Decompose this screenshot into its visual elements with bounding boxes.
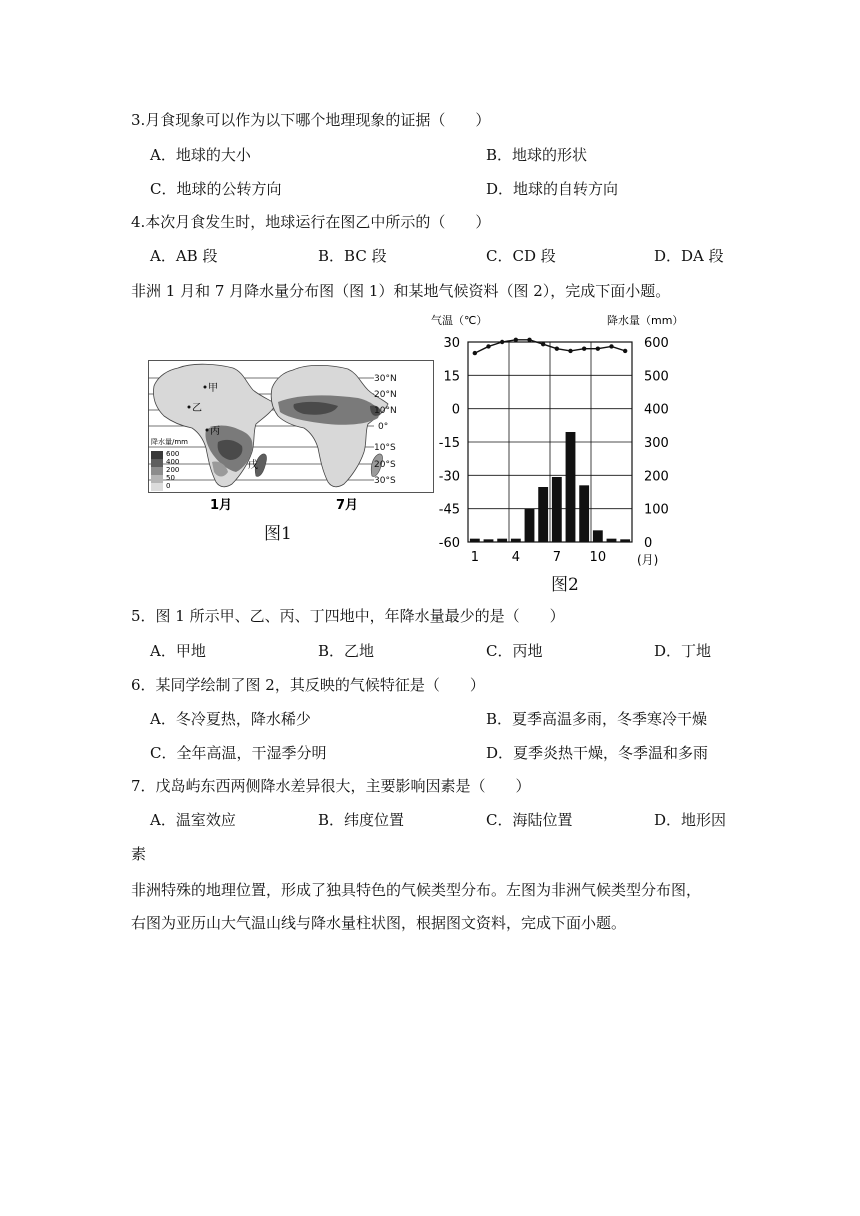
right-axis-label: 降水量（mm） (607, 314, 684, 327)
precipitation-bar (566, 432, 576, 542)
q5-option-a: A．甲地 (150, 642, 206, 660)
precipitation-bar (511, 539, 521, 542)
precipitation-bar (593, 530, 603, 542)
intro-paragraph-2-line-2: 右图为亚历山大气温山线与降水量柱状图，根据图文资料，完成下面小题。 (131, 914, 627, 932)
legend-200: 200 (166, 466, 180, 474)
q3-option-b: B．地球的形状 (486, 146, 588, 164)
precipitation-bar (497, 539, 507, 542)
q6-option-d: D．夏季炎热干燥，冬季温和多雨 (486, 744, 709, 762)
temperature-point (568, 349, 572, 353)
legend-400: 400 (166, 458, 180, 466)
q7-option-d-wrap: 素 (131, 845, 147, 863)
q7-option-b: B．纬度位置 (318, 811, 405, 829)
right-tick-label: 400 (644, 402, 669, 418)
left-tick-label: -60 (438, 536, 460, 551)
left-tick-label: -45 (438, 502, 460, 518)
temperature-point (596, 346, 600, 350)
x-tick-label: 1 (470, 550, 479, 565)
q6-option-a: A．冬冷夏热，降水稀少 (150, 710, 311, 728)
left-axis-label: 气温（℃） (431, 314, 488, 327)
q3-option-c: C．地球的公转方向 (150, 180, 282, 198)
left-tick-label: -30 (438, 469, 460, 485)
lat-label-20s: 20°S (374, 460, 396, 470)
right-tick-label: 100 (644, 502, 669, 518)
lat-label-10n: 10°N (374, 406, 397, 416)
left-tick-label: 0 (451, 402, 460, 418)
precipitation-bar (579, 485, 589, 542)
temperature-point (527, 338, 531, 342)
q4-option-d: D．DA 段 (654, 247, 724, 265)
lat-label-0: 0° (378, 422, 389, 432)
temperature-point (486, 344, 490, 348)
lat-label-10s: 10°S (374, 443, 396, 453)
left-tick-label: 30 (443, 336, 460, 351)
map-january-label: 1月 (210, 498, 233, 513)
q5-stem: 5．图 1 所示甲、乙、丙、丁四地中，年降水量最少的是（ ） (131, 607, 565, 625)
place-label-bing: 丙 (210, 426, 220, 437)
legend-50: 50 (166, 474, 175, 482)
x-tick-label: 7 (552, 550, 561, 565)
temperature-point (473, 351, 477, 355)
place-label-wu: 戊 (248, 460, 258, 471)
right-tick-label: 500 (644, 369, 669, 385)
left-tick-label: 15 (443, 369, 460, 385)
lat-label-30s: 30°S (374, 476, 396, 486)
q7-option-a: A．温室效应 (150, 811, 236, 829)
q4-option-c: C．CD 段 (486, 247, 556, 265)
figure-1-caption: 图1 (264, 524, 292, 544)
temperature-point (555, 346, 559, 350)
precipitation-bar (470, 539, 480, 542)
lat-label-30n: 30°N (374, 374, 397, 384)
q3-option-d: D．地球的自转方向 (486, 180, 619, 198)
precipitation-bar (620, 539, 630, 542)
legend-0: 0 (166, 482, 171, 490)
place-label-yi: 乙 (192, 403, 202, 414)
right-tick-label: 600 (644, 336, 669, 351)
q6-option-c: C．全年高温，干湿季分明 (150, 744, 327, 762)
figure-1-africa-precipitation-map (148, 360, 434, 516)
legend-600: 600 (166, 450, 180, 458)
q5-option-b: B．乙地 (318, 642, 375, 660)
precipitation-bar (525, 509, 535, 542)
x-tick-label: 4 (511, 550, 520, 565)
q5-option-c: C．丙地 (486, 642, 543, 660)
temperature-point (514, 338, 518, 342)
legend-title: 降水量/mm (151, 438, 188, 446)
intro-paragraph-2-line-1: 非洲特殊的地理位置，形成了独具特色的气候类型分布。左图为非洲气候类型分布图， (131, 881, 702, 899)
q5-option-d: D．丁地 (654, 642, 712, 660)
precipitation-bar (484, 539, 494, 542)
map-july-label: 7月 (336, 498, 359, 513)
lat-label-20n: 20°N (374, 390, 397, 400)
figure-2-caption: 图2 (551, 575, 579, 595)
q3-option-a: A．地球的大小 (150, 146, 251, 164)
intro-paragraph-1: 非洲 1 月和 7 月降水量分布图（图 1）和某地气候资料（图 2），完成下面小题。 (131, 282, 671, 300)
q6-option-b: B．夏季高温多雨，冬季寒冷干燥 (486, 710, 708, 728)
precipitation-bar (607, 539, 617, 542)
right-tick-label: 200 (644, 469, 669, 485)
place-label-jia: 甲 (208, 383, 218, 394)
temperature-point (500, 340, 504, 344)
q7-option-d: D．地形因 (654, 811, 727, 829)
figure-2-climate-chart (425, 308, 684, 573)
temperature-point (541, 342, 545, 346)
precipitation-bar (538, 487, 548, 542)
x-tick-label: 10 (589, 550, 607, 565)
right-tick-label: 0 (644, 536, 653, 551)
temperature-point (609, 344, 613, 348)
q4-stem: 4.本次月食发生时，地球运行在图乙中所示的（ ） (131, 213, 491, 231)
q6-stem: 6．某同学绘制了图 2，其反映的气候特征是（ ） (131, 676, 485, 694)
right-tick-label: 300 (644, 436, 669, 451)
left-tick-label: -15 (438, 436, 460, 451)
q7-stem: 7．戊岛屿东西两侧降水差异很大，主要影响因素是（ ） (131, 777, 531, 795)
temperature-point (623, 349, 627, 353)
precipitation-bar (552, 477, 562, 542)
q7-option-c: C．海陆位置 (486, 811, 573, 829)
q4-option-a: A．AB 段 (150, 247, 218, 265)
precipitation-legend (151, 451, 163, 491)
q3-stem: 3.月食现象可以作为以下哪个地理现象的证据（ ） (131, 111, 491, 129)
temperature-point (582, 346, 586, 350)
month-unit-label: (月) (637, 553, 659, 567)
q4-option-b: B．BC 段 (318, 247, 387, 265)
